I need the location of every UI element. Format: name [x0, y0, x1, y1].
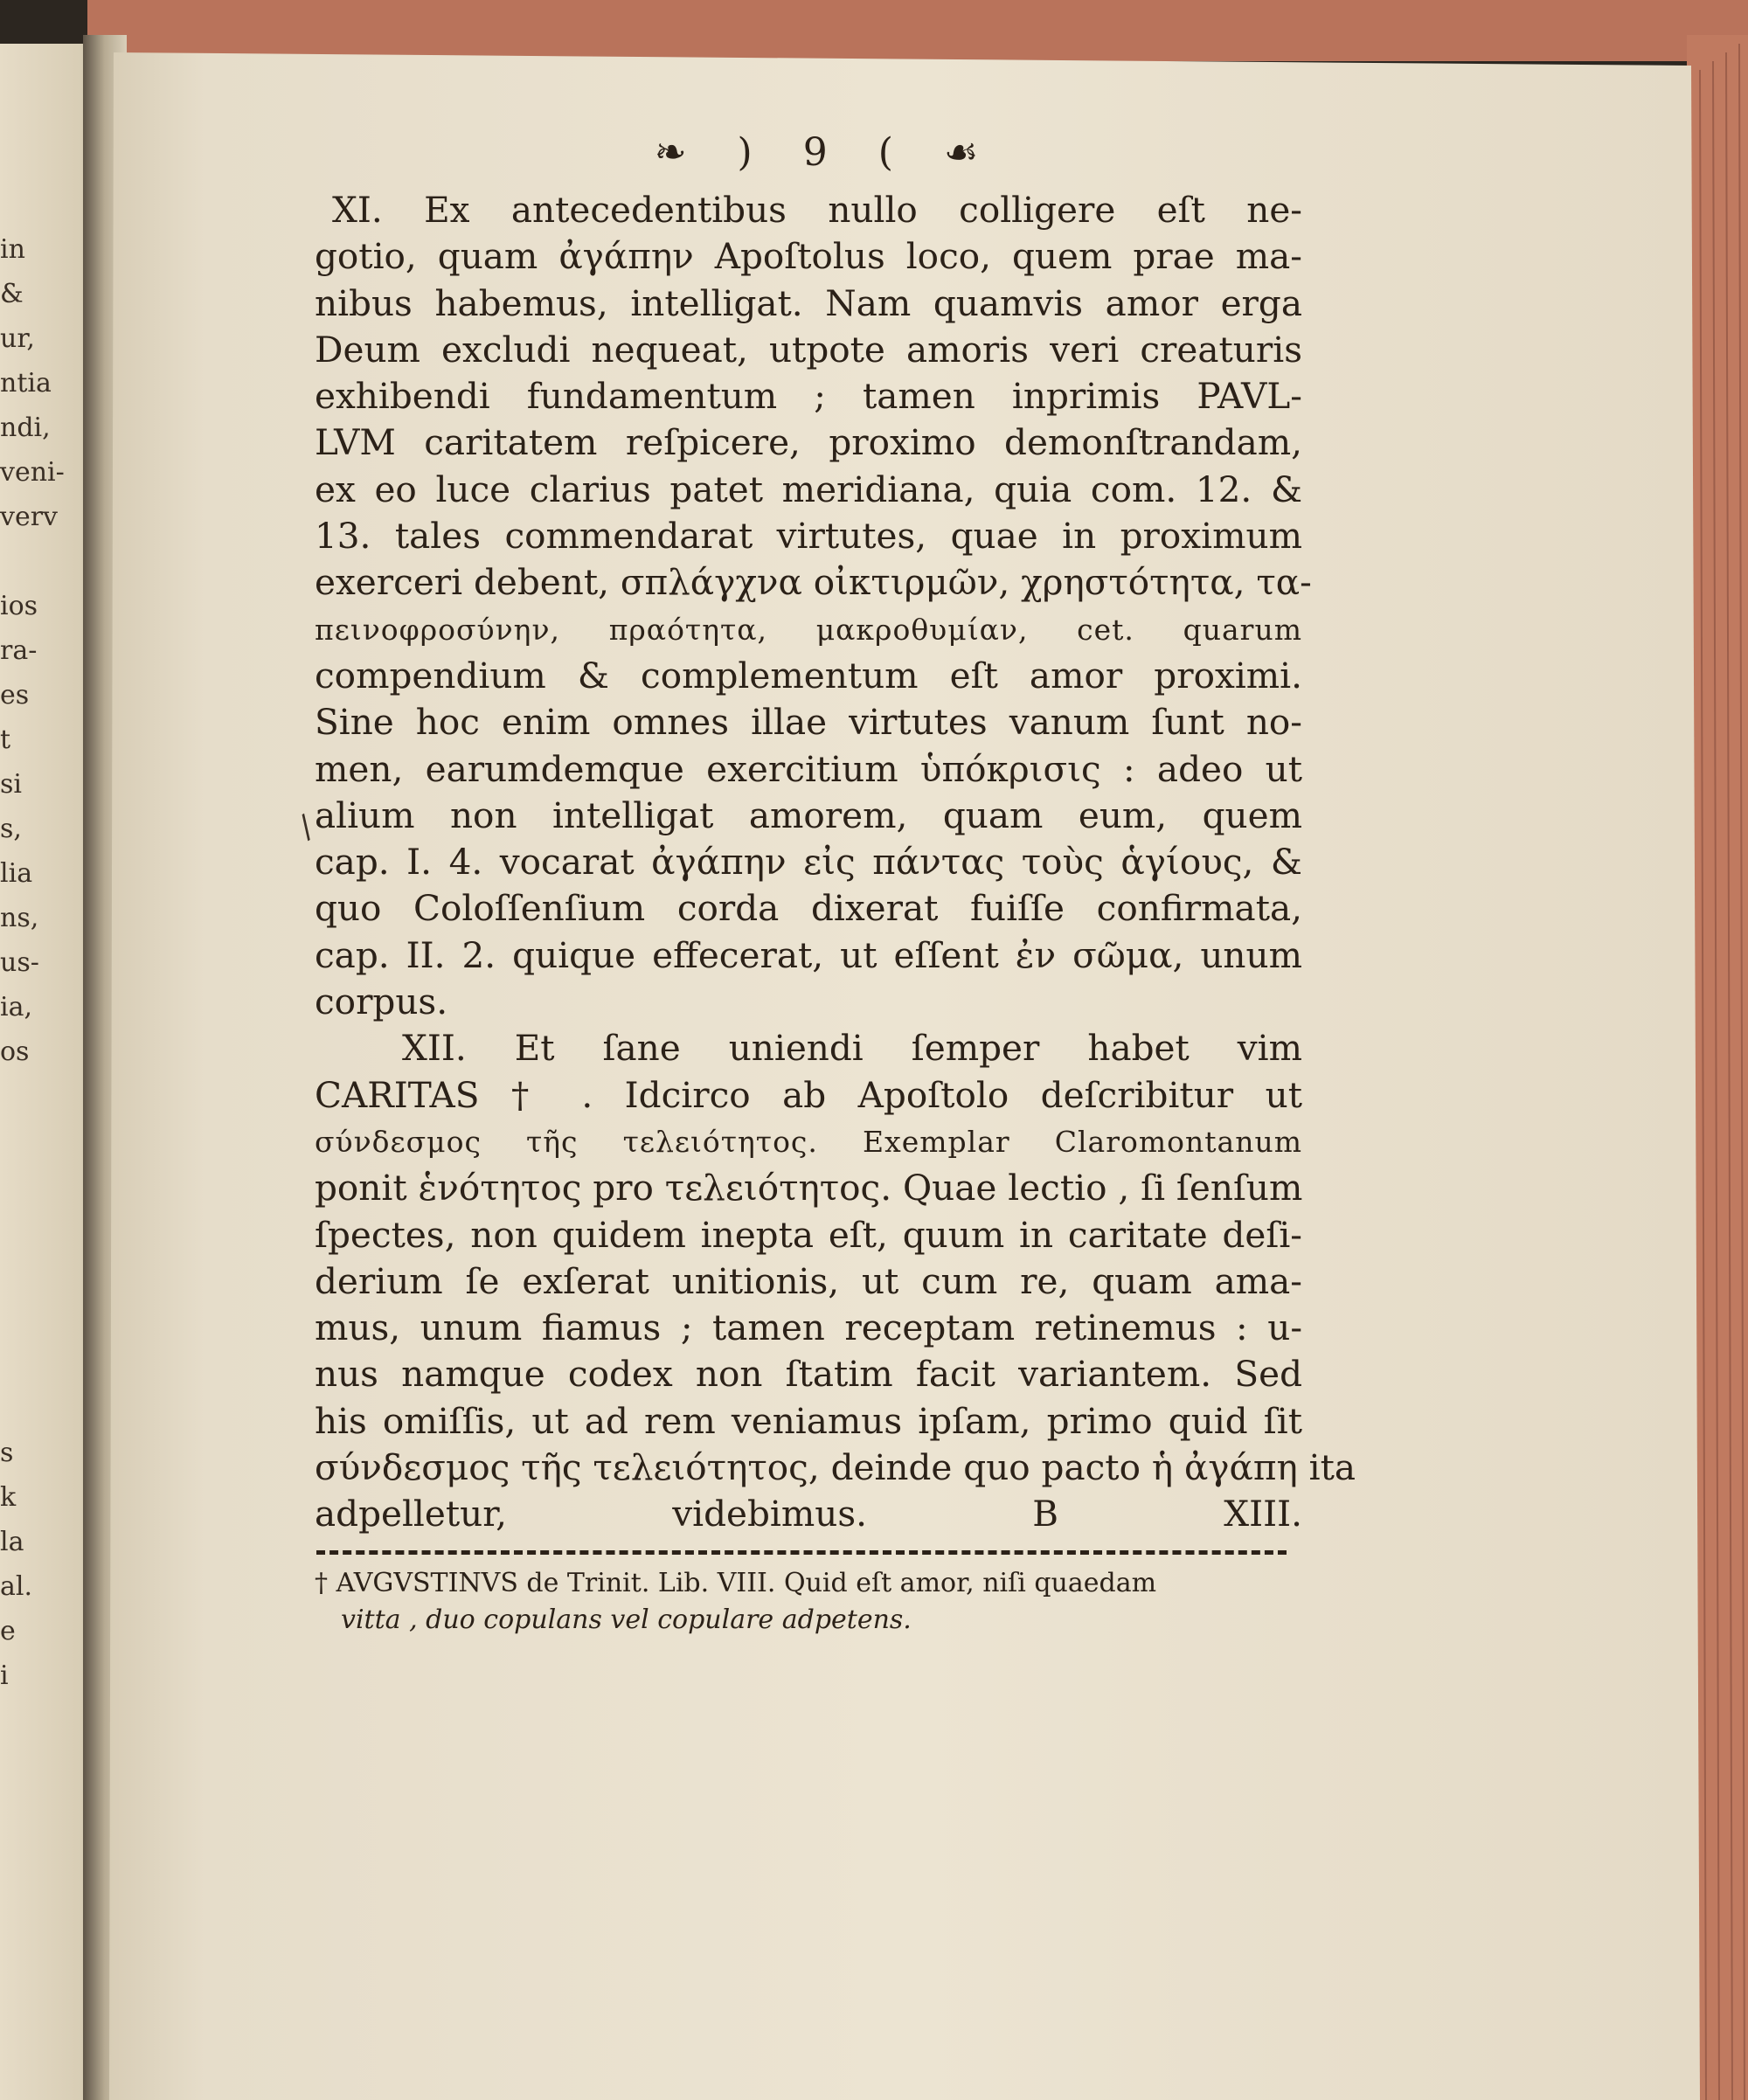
- facing-page-fragment: es: [0, 680, 30, 710]
- text-line: Deum excludi nequeat, utpote amoris veri creaturis: [315, 328, 1302, 371]
- text-line: Sine hoc enim omnes illae virtutes vanum ſunt no-: [315, 701, 1302, 744]
- text-line: XII. Et ſane uniendi ſemper habet vim: [402, 1027, 1302, 1070]
- text-line: πεινοφροσύνην, πραότητα, μακροθυμίαν, cet. quarum: [315, 612, 1302, 647]
- facing-page-fragment: os: [0, 1036, 30, 1067]
- facing-page-fragment: la: [0, 1527, 24, 1557]
- facing-page-fragment: k: [0, 1482, 17, 1513]
- text-line: ſpectes, non quidem inepta eſt, quum in caritate deſi-: [315, 1213, 1302, 1256]
- text-line: σύνδεσμος τῆς τελειότητος, deinde quo pacto ἡ ἀγάπη ita: [315, 1446, 1356, 1489]
- text-line: 13. tales commendarat virtutes, quae in proximum: [315, 515, 1302, 558]
- facing-page-fragment: [0, 1119, 70, 1163]
- text-line: exerceri debent, σπλάγχνα οἰκτιρμῶν, χρηστότητα, τα-: [315, 561, 1312, 604]
- facing-page-fragment: &: [0, 279, 24, 309]
- facing-page-fragment: al.: [0, 1571, 33, 1602]
- footnote-line: vitta , duo copulans vel copulare adpetens.: [341, 1604, 912, 1635]
- running-head: ❧ ) 9 ( ☙: [654, 130, 998, 175]
- facing-page-fragment: si: [0, 769, 22, 800]
- facing-page-fragment: ndi,: [0, 412, 51, 443]
- facing-page-fragment: ur,: [0, 323, 35, 354]
- facing-page-fragment: ios: [0, 591, 38, 621]
- text-line: his omiſſis, ut ad rem veniamus ipſam, primo quid ſit: [315, 1399, 1302, 1442]
- facing-page-fragment: [0, 1163, 70, 1208]
- facing-page-fragment: us-: [0, 947, 39, 978]
- text-line: nus namque codex non ſtatim facit variantem. Sed: [315, 1353, 1302, 1396]
- facing-page-margin-text: [0, 227, 70, 1713]
- text-line: adpelletur, videbimus. B XIII.: [315, 1493, 1302, 1535]
- facing-page-fragment: [0, 1386, 70, 1431]
- facing-page-fragment: s,: [0, 814, 22, 844]
- text-line: ponit ἑνότητος pro τελειότητος. Quae lectio , ſi ſenſum: [315, 1167, 1303, 1209]
- facing-page-fragment: [0, 539, 70, 584]
- text-line: LVM caritatem reſpicere, proximo demonſtrandam,: [315, 421, 1302, 464]
- text-line: mus, unum fiamus ; tamen receptam retinemus : u-: [315, 1306, 1302, 1349]
- text-line: corpus.: [315, 981, 448, 1023]
- facing-page-fragment: [0, 1074, 70, 1119]
- text-line: ex eo luce clarius patet meridiana, quia com. 12. &: [315, 468, 1302, 510]
- facing-page-fragment: ntia: [0, 368, 52, 399]
- facing-page-fragment: s: [0, 1438, 14, 1468]
- text-line: compendium & complementum eſt amor proximi.: [315, 654, 1302, 697]
- facing-page-fragment: ns,: [0, 903, 39, 933]
- facing-page-fragment: ra-: [0, 635, 38, 666]
- facing-page-fragment: [0, 1208, 70, 1252]
- facing-page-fragment: t: [0, 724, 11, 755]
- facing-page-fragment: [0, 1341, 70, 1386]
- page-text-block: [315, 122, 1356, 1639]
- facing-page-fragment: veni-: [0, 457, 65, 488]
- facing-page-fragment: e: [0, 1616, 16, 1646]
- text-line: CARITAS † . Idcirco ab Apoſtolo deſcribitur ut: [315, 1073, 1302, 1116]
- text-line: cap. II. 2. quique effecerat, ut eſſent ἐν σῶμα, unum: [315, 933, 1302, 976]
- text-line: men, earumdemque exercitium ὑπόκρισις : adeo ut: [315, 747, 1302, 790]
- text-line: exhibendi fundamentum ; tamen inprimis PAVL-: [315, 375, 1302, 418]
- facing-page-fragment: lia: [0, 858, 33, 889]
- text-line: derium ſe exſerat unitionis, ut cum re, quam ama-: [315, 1259, 1302, 1302]
- text-line: quo Coloſſenſium corda dixerat fuiſſe confirmata,: [315, 887, 1302, 930]
- margin-correction-mark: /: [292, 808, 320, 846]
- footnote-line: † AVGVSTINVS de Trinit. Lib. VIII. Quid eſt amor, niſi quaedam: [315, 1567, 1157, 1598]
- footnote-rule: [316, 1550, 1287, 1555]
- facing-page-fragment: [0, 1297, 70, 1341]
- facing-page-fragment: ia,: [0, 992, 33, 1022]
- text-line: gotio, quam ἀγάπην Apoſtolus loco, quem prae ma-: [315, 235, 1302, 278]
- text-line: σύνδεσμος τῆς τελειότητος. Exemplar Claromontanum: [315, 1124, 1302, 1159]
- facing-page-fragment: i: [0, 1660, 9, 1691]
- facing-page-fragment: verv: [0, 502, 58, 532]
- text-line: alium non intelligat amorem, quam eum, quem: [315, 794, 1302, 836]
- top-page-edges: [87, 0, 1748, 61]
- text-line: cap. I. 4. vocarat ἀγάπην εἰς πάντας τοὺς ἁγίους, &: [315, 841, 1302, 884]
- facing-page-fragment: in: [0, 234, 25, 265]
- facing-page-fragment: [0, 1252, 70, 1297]
- text-line: XI. Ex antecedentibus nullo colligere eſt ne-: [332, 189, 1302, 231]
- text-line: nibus habemus, intelligat. Nam quamvis amor erga: [315, 281, 1302, 324]
